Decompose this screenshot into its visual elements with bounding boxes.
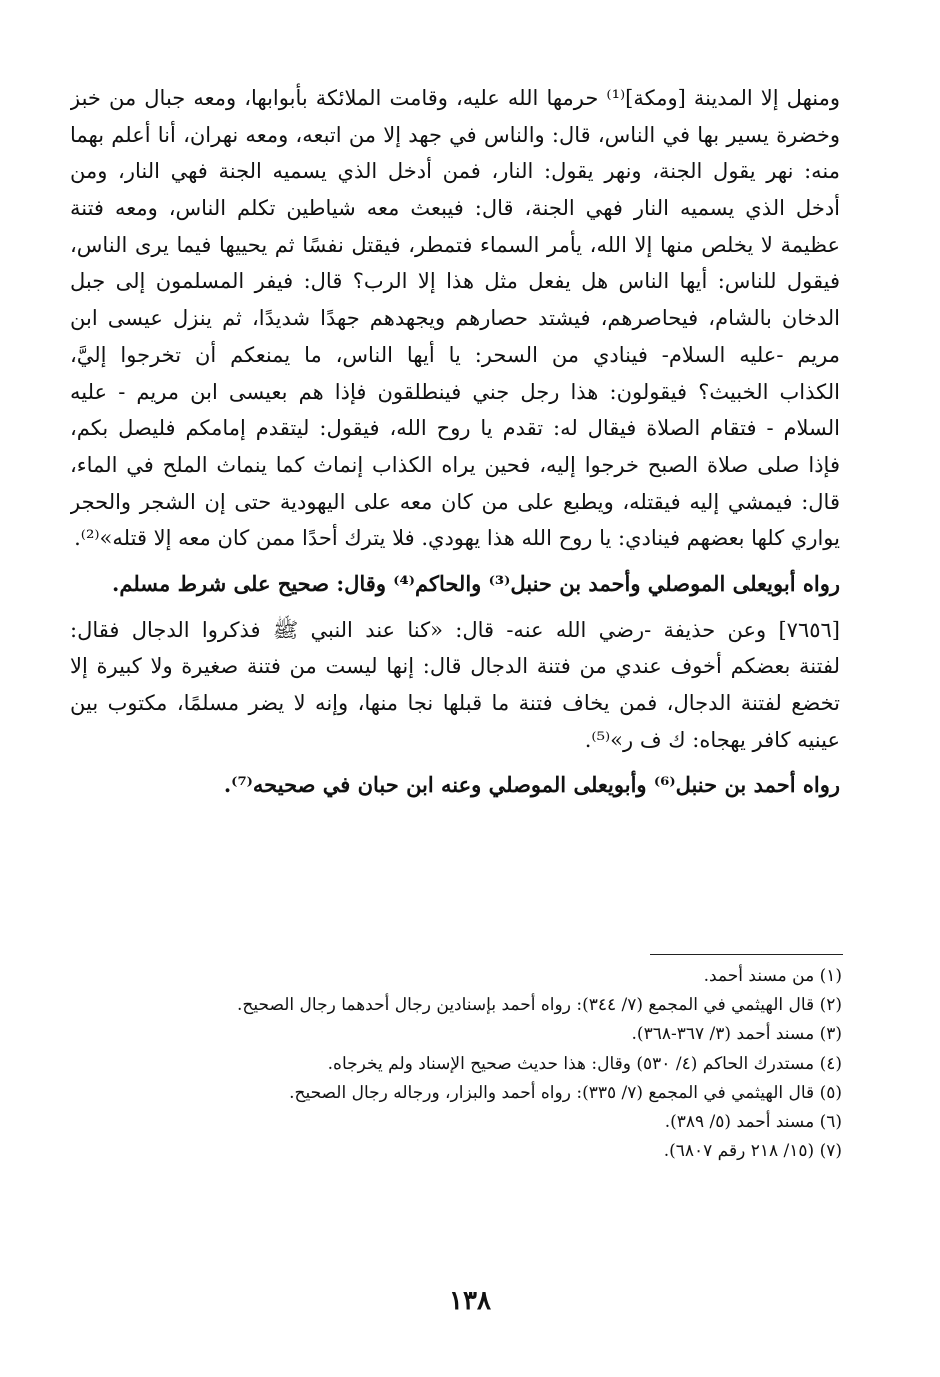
source-citation: رواه أحمد بن حنبل⁽⁶⁾ وأبويعلى الموصلي وعنه ابن حبان في صحيحه⁽⁷⁾. [223,772,840,798]
main-text [70,80,840,804]
hadith-line: [٧٦٥٦] وعن حذيفة -رضي الله عنه- قال: «كنا عند النبي ﷺ فذكروا الدجال فقال: [70,617,840,642]
footnote: (٢) قال الهيثمي في المجمع (٧/ ٣٤٤): رواه أحمد بإسنادين رجال أحدهما رجال الصحيح. [237,995,842,1016]
footnote-divider [650,954,843,955]
hadith-line: لفتنة بعضكم أخوف عندي من فتنة الدجال قال: إنها ليست من فتنة صغيرة ولا كبيرة إلا [70,654,840,679]
body-line: ومنهل إلا المدينة [ومكة]⁽¹⁾ حرمها الله عليه، وقامت الملائكة بأبوابها، ومعه جبال من خبز [70,86,840,110]
body-line: منه: نهر يقول الجنة، ونهر يقول: النار، فمن أدخل الذي يسميه الجنة فهي النار، ومن [70,159,840,184]
body-line: يواري كلها بعضهم فينادي: يا روح الله هذا يهودي. فلا يترك أحدًا ممن كان معه إلا قتله»⁽²⁾. [74,526,840,551]
footnote: (٤) مستدرك الحاكم (٤/ ٥٣٠) وقال: هذا حديث صحيح الإسناد ولم يخرجاه. [327,1053,842,1074]
footnote: (١) من مسند أحمد. [703,966,842,986]
body-line: مريم -عليه السلام- فينادي من السحر: يا أيها الناس، ما يمنعكم أن تخرجوا إليَّ، [70,342,840,367]
spacer [70,557,840,566]
footnote: (٥) قال الهيثمي في المجمع (٧/ ٣٣٥): رواه أحمد والبزار، ورجاله رجال الصحيح. [289,1082,842,1103]
body-line: الكذاب الخبيث؟ فيقولون: هذا رجل جني فينطلقون فإذا هم بعيسى ابن مريم - عليه [70,379,840,404]
body-line: فيقول للناس: أيها الناس هل يفعل مثل هذا إلا الرب؟ قال: فيفر المسلمون إلى جبل [70,269,840,294]
hadith-line: عينيه كافر يهجاه: ك ف ر»⁽⁵⁾. [584,727,840,752]
source-citation: رواه أبويعلى الموصلي وأحمد بن حنبل⁽³⁾ والحاكم⁽⁴⁾ وقال: صحيح على شرط مسلم. [112,570,840,596]
footnotes [70,962,842,1166]
footnote: (٣) مسند أحمد (٣/ ٣٦٧-٣٦٨). [631,1024,842,1045]
body-line: فإذا صلى صلاة الصبح خرجوا إليه، فحين يراه الكذاب إنماث كما ينماث الملح في الماء، [70,452,840,477]
hadith-line: تخضع لفتنة الدجال، فمن يخاف فتنة ما قبلها نجا منها، وإنه لا يضر مسلمًا، مكتوب بين [70,691,840,715]
body-line: عظيمة لا يخلص منها إلا الله، يأمر السماء فتمطر، فيقتل نفسًا ثم يحييها فيما يرى الناس، [70,232,840,257]
body-line: قال: فيمشي إليه فيقتله، ويطبع على من كان معه على اليهودية حتى إن الشجر والحجر [70,489,840,514]
body-line: أدخل الذي يسميه النار فهي الجنة، قال: فيبعث معه شياطين تكلم الناس، ومعه فتنة [70,196,840,221]
page-number: ١٣٨ [449,1286,491,1316]
spacer [70,603,840,612]
spacer [70,758,840,767]
body-line: السلام - فتقام الصلاة فيقال له: تقدم يا روح الله، فيقول: ليتقدم إمامكم فليصل بكم، [70,416,840,441]
body-line: الدخان بالشام، فيحاصرهم، فيشتد حصارهم ويجهدهم جهدًا شديدًا، ثم ينزل عيسى ابن [70,306,840,331]
footnote: (٧) (١٥/ ٢١٨ رقم ٦٨٠٧). [663,1141,842,1162]
footnote: (٦) مسند أحمد (٥/ ٣٨٩). [664,1111,842,1132]
body-line: وخضرة يسير بها في الناس، قال: والناس في جهد إلا من اتبعه، ومعه نهران، أنا أعلم بهما [70,122,840,147]
